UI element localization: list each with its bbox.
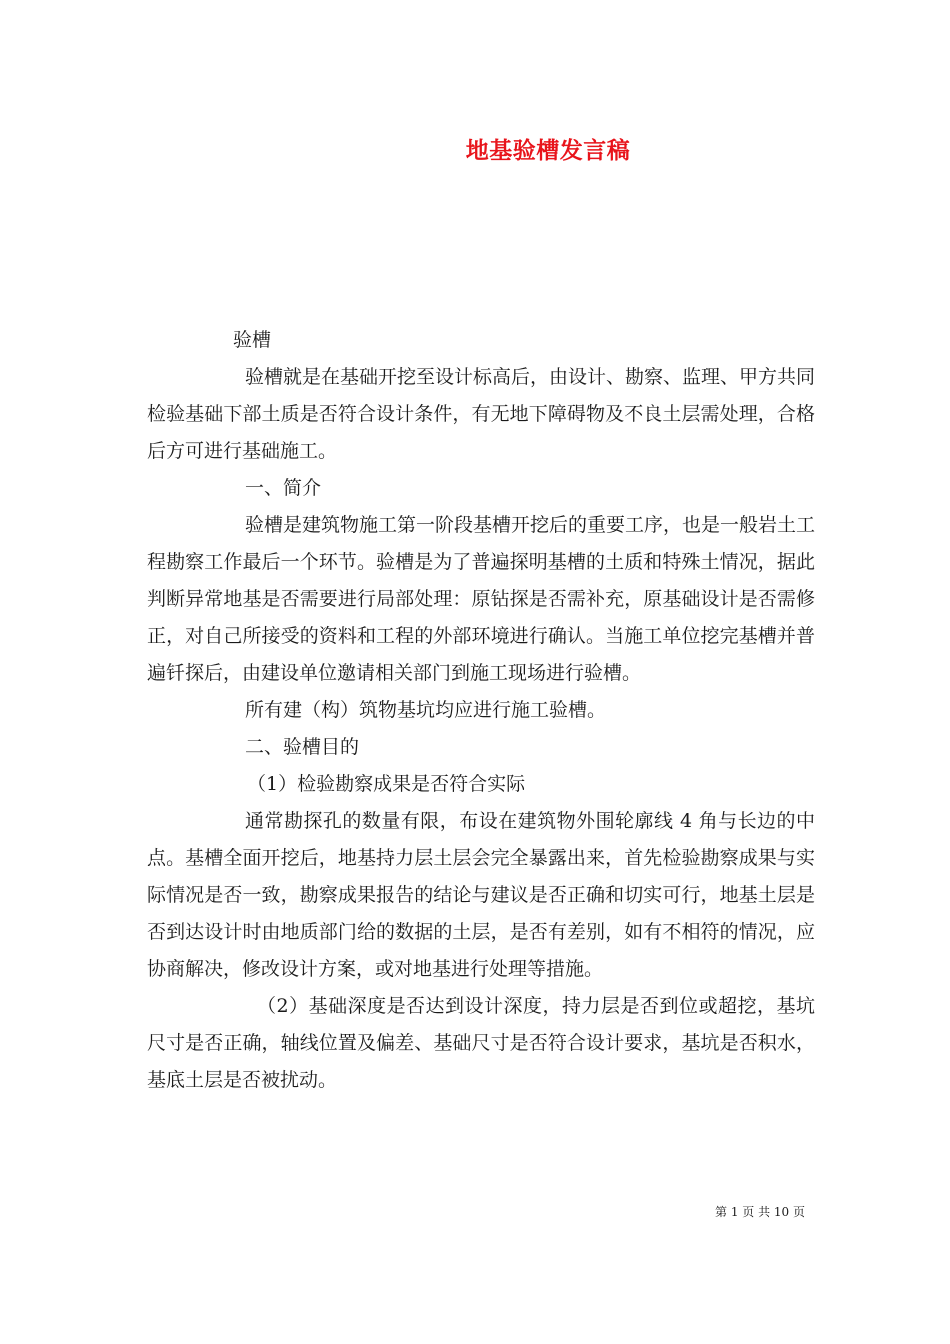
paragraph-intro: 验槽是建筑物施工第一阶段基槽开挖后的重要工序，也是一般岩土工程勘察工作最后一个环节。验槽是为了普遍探明基槽的土质和特殊土情况，据此判断异常地基是否需要进行局部处理：原钻探是否需补充，原基础设计是否需修正，对自己所接受的资料和工程的外部环境进行确认。当施工单位挖完基槽并普遍钎探后，由建设单位邀请相关部门到施工现场进行验槽。 <box>147 514 816 684</box>
section-heading-purpose: 二、验槽目的 <box>245 736 360 758</box>
section-heading-intro: 一、简介 <box>245 477 322 499</box>
paragraph-heading-yancao: 验槽 <box>233 329 272 351</box>
subheading-purpose-1: （1）检验勘察成果是否符合实际 <box>247 773 526 795</box>
document-body <box>147 322 815 1099</box>
document-title: 地基验槽发言稿 <box>465 137 631 164</box>
paragraph-all-buildings: 所有建（构）筑物基坑均应进行施工验槽。 <box>245 699 607 721</box>
page-number: 第 1 页 共 10 页 <box>715 1205 805 1219</box>
paragraph-definition: 验槽就是在基础开挖至设计标高后，由设计、勘察、监理、甲方共同检验基础下部土质是否符合设计条件，有无地下障碍物及不良土层需处理，合格后方可进行基础施工。 <box>147 366 816 462</box>
paragraph-purpose-1: 通常勘探孔的数量有限，布设在建筑物外围轮廓线 4 角与长边的中点。基槽全面开挖后，地基持力层土层会完全暴露出来，首先检验勘察成果与实际情况是否一致，勘察成果报告的结论与建议是否正确和切实可行，地基土层是否到达设计时由地质部门给的数据的土层，是否有差别，如有不相符的情况，应协商解决，修改设计方案，或对地基进行处理等措施。 <box>147 810 815 980</box>
paragraph-purpose-2: （2）基础深度是否达到设计深度，持力层是否到位或超挖，基坑尺寸是否正确，轴线位置及偏差、基础尺寸是否符合设计要求，基坑是否积水，基底土层是否被扰动。 <box>147 995 815 1091</box>
